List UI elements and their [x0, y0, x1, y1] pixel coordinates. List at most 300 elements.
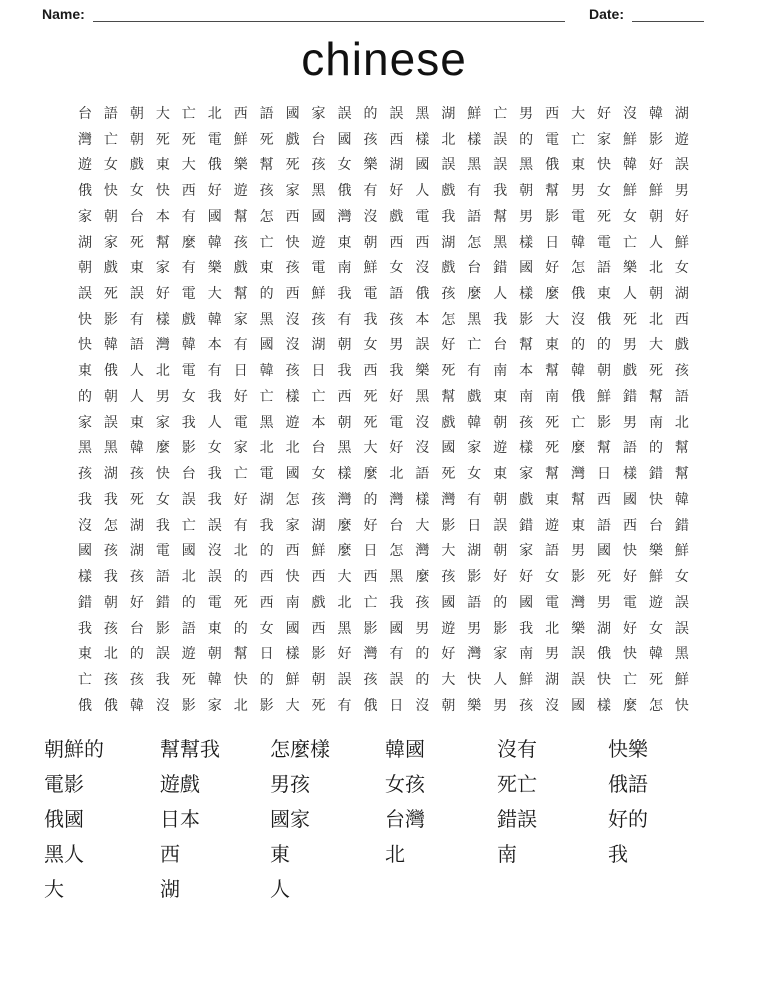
- grid-cell: 幫: [545, 182, 560, 199]
- grid-cell: 北: [233, 696, 248, 713]
- grid-cell: 樂: [207, 259, 222, 276]
- grid-cell: 人: [648, 233, 663, 250]
- grid-cell: 國: [337, 130, 352, 147]
- grid-cell: 幫: [545, 362, 560, 379]
- grid-row: [72, 126, 696, 152]
- grid-row: [72, 100, 696, 126]
- grid-cell: 死: [545, 413, 560, 430]
- grid-cell: 我: [389, 362, 404, 379]
- grid-cell: 韓: [207, 671, 222, 688]
- grid-cell: 男: [674, 182, 689, 199]
- grid-cell: 電: [181, 285, 196, 301]
- grid-cell: 韓: [103, 336, 118, 353]
- grid-cell: 家: [233, 310, 248, 327]
- grid-cell: 影: [441, 516, 456, 533]
- grid-cell: 西: [181, 182, 196, 199]
- grid-row: [72, 229, 696, 255]
- word-list-item: 西: [160, 844, 180, 866]
- grid-cell: 樣: [467, 130, 482, 147]
- grid-cell: 女: [674, 259, 689, 276]
- grid-cell: 死: [622, 310, 637, 327]
- grid-cell: 快: [103, 182, 118, 199]
- grid-cell: 我: [363, 310, 378, 327]
- grid-cell: 男: [155, 387, 170, 404]
- grid-cell: 遊: [648, 593, 663, 610]
- grid-cell: 電: [311, 259, 326, 276]
- grid-cell: 北: [674, 413, 689, 430]
- grid-row: [72, 537, 696, 563]
- grid-cell: 沒: [415, 696, 430, 713]
- grid-cell: 東: [597, 285, 612, 301]
- grid-cell: 錯: [622, 387, 637, 404]
- word-list-item: 南: [497, 844, 517, 866]
- grid-cell: 好: [363, 516, 378, 533]
- grid-cell: 朝: [597, 362, 612, 379]
- grid-cell: 電: [155, 542, 170, 559]
- grid-cell: 有: [467, 362, 482, 379]
- grid-cell: 誤: [337, 104, 352, 121]
- grid-cell: 西: [363, 568, 378, 585]
- name-label: Name:: [42, 6, 85, 22]
- grid-cell: 台: [181, 465, 196, 482]
- grid-cell: 誤: [389, 104, 404, 121]
- grid-cell: 俄: [77, 696, 92, 713]
- grid-cell: 孩: [363, 671, 378, 688]
- grid-cell: 亡: [622, 671, 637, 688]
- grid-cell: 東: [129, 413, 144, 430]
- grid-cell: 西: [285, 542, 300, 559]
- grid-cell: 人: [129, 362, 144, 379]
- grid-cell: 麼: [155, 439, 170, 456]
- grid-cell: 誤: [389, 671, 404, 688]
- grid-cell: 樣: [519, 439, 534, 456]
- grid-cell: 湖: [77, 233, 92, 250]
- grid-cell: 女: [389, 259, 404, 276]
- word-search-grid: [72, 100, 696, 718]
- grid-cell: 國: [415, 156, 430, 173]
- grid-cell: 鮮: [467, 104, 482, 121]
- grid-cell: 黑: [467, 156, 482, 173]
- grid-cell: 北: [181, 568, 196, 585]
- grid-cell: 幫: [519, 336, 534, 353]
- grid-cell: 沒: [622, 104, 637, 121]
- grid-row: [72, 332, 696, 358]
- grid-cell: 北: [259, 439, 274, 456]
- grid-cell: 湖: [467, 542, 482, 559]
- grid-cell: 家: [77, 413, 92, 430]
- grid-cell: 家: [233, 439, 248, 456]
- grid-cell: 快: [77, 310, 92, 327]
- grid-cell: 黑: [415, 387, 430, 404]
- grid-cell: 國: [597, 542, 612, 559]
- grid-cell: 湖: [597, 619, 612, 636]
- grid-cell: 西: [285, 285, 300, 301]
- grid-cell: 快: [77, 336, 92, 353]
- grid-cell: 影: [155, 619, 170, 636]
- grid-cell: 湖: [545, 671, 560, 688]
- grid-cell: 死: [233, 593, 248, 610]
- grid-cell: 女: [622, 207, 637, 224]
- grid-cell: 誤: [674, 156, 689, 173]
- grid-cell: 家: [467, 439, 482, 456]
- grid-cell: 快: [648, 490, 663, 507]
- grid-cell: 好: [337, 645, 352, 662]
- grid-cell: 影: [519, 310, 534, 327]
- grid-row: [72, 640, 696, 666]
- grid-cell: 本: [207, 336, 222, 353]
- grid-cell: 影: [311, 645, 326, 662]
- grid-cell: 本: [519, 362, 534, 379]
- grid-cell: 西: [285, 207, 300, 224]
- word-list-item: 死亡: [497, 774, 537, 796]
- grid-cell: 死: [103, 285, 118, 301]
- grid-cell: 台: [129, 619, 144, 636]
- grid-cell: 錯: [519, 516, 534, 533]
- grid-cell: 日: [545, 233, 560, 250]
- grid-cell: 北: [233, 542, 248, 559]
- grid-cell: 錯: [674, 516, 689, 533]
- word-list-item: 怎麼樣: [270, 739, 330, 761]
- grid-cell: 灣: [571, 593, 586, 610]
- grid-cell: 影: [181, 696, 196, 713]
- grid-cell: 誤: [103, 413, 118, 430]
- date-label: Date:: [588, 6, 624, 22]
- grid-cell: 戲: [181, 310, 196, 327]
- grid-cell: 遊: [233, 182, 248, 199]
- grid-cell: 戲: [441, 259, 456, 276]
- grid-cell: 怎: [389, 542, 404, 559]
- grid-cell: 影: [597, 413, 612, 430]
- grid-cell: 韓: [129, 696, 144, 713]
- grid-cell: 黑: [389, 568, 404, 585]
- grid-cell: 語: [622, 439, 637, 456]
- grid-cell: 俄: [103, 362, 118, 379]
- grid-cell: 湖: [311, 336, 326, 353]
- grid-cell: 遊: [181, 645, 196, 662]
- grid-cell: 俄: [77, 182, 92, 199]
- grid-cell: 好: [545, 259, 560, 276]
- grid-cell: 台: [493, 336, 508, 353]
- word-list-item: 女孩: [385, 774, 425, 796]
- grid-cell: 大: [363, 439, 378, 456]
- grid-cell: 樣: [415, 490, 430, 507]
- date-blank-line: [632, 8, 704, 22]
- grid-cell: 國: [285, 619, 300, 636]
- grid-cell: 語: [467, 593, 482, 610]
- grid-cell: 好: [389, 182, 404, 199]
- grid-cell: 誤: [571, 645, 586, 662]
- grid-cell: 湖: [389, 156, 404, 173]
- grid-cell: 的: [493, 593, 508, 610]
- grid-cell: 語: [545, 542, 560, 559]
- grid-cell: 俄: [415, 285, 430, 301]
- grid-cell: 怎: [103, 516, 118, 533]
- grid-cell: 女: [597, 182, 612, 199]
- grid-cell: 西: [389, 130, 404, 147]
- grid-cell: 好: [389, 439, 404, 456]
- grid-cell: 女: [337, 156, 352, 173]
- grid-cell: 幫: [233, 285, 248, 301]
- grid-cell: 有: [129, 310, 144, 327]
- grid-cell: 孩: [103, 671, 118, 688]
- grid-cell: 西: [622, 516, 637, 533]
- grid-cell: 好: [441, 336, 456, 353]
- grid-cell: 影: [648, 130, 663, 147]
- grid-cell: 麼: [545, 285, 560, 301]
- grid-cell: 我: [337, 362, 352, 379]
- grid-cell: 灣: [441, 490, 456, 507]
- grid-cell: 韓: [648, 645, 663, 662]
- grid-cell: 好: [129, 593, 144, 610]
- grid-cell: 死: [129, 233, 144, 250]
- grid-cell: 黑: [337, 439, 352, 456]
- grid-cell: 男: [467, 619, 482, 636]
- word-list-column: [385, 733, 497, 908]
- grid-cell: 怎: [259, 207, 274, 224]
- grid-cell: 西: [337, 387, 352, 404]
- grid-cell: 電: [259, 465, 274, 482]
- grid-cell: 麼: [467, 285, 482, 301]
- grid-cell: 女: [545, 568, 560, 585]
- grid-cell: 東: [545, 336, 560, 353]
- grid-cell: 國: [519, 259, 534, 276]
- grid-cell: 孩: [77, 465, 92, 482]
- grid-cell: 亡: [181, 104, 196, 121]
- grid-cell: 的: [648, 439, 663, 456]
- grid-cell: 快: [622, 645, 637, 662]
- grid-cell: 錯: [493, 259, 508, 276]
- grid-cell: 孩: [311, 490, 326, 507]
- grid-cell: 樂: [571, 619, 586, 636]
- grid-cell: 幫: [155, 233, 170, 250]
- grid-cell: 孩: [285, 259, 300, 276]
- grid-cell: 的: [415, 671, 430, 688]
- grid-cell: 男: [571, 542, 586, 559]
- grid-cell: 好: [155, 285, 170, 301]
- grid-cell: 好: [441, 645, 456, 662]
- grid-cell: 語: [674, 387, 689, 404]
- word-list-item: 幫幫我: [160, 739, 220, 761]
- grid-cell: 家: [311, 104, 326, 121]
- grid-cell: 孩: [103, 619, 118, 636]
- grid-cell: 孩: [129, 568, 144, 585]
- grid-cell: 家: [103, 233, 118, 250]
- grid-cell: 台: [129, 207, 144, 224]
- grid-cell: 幫: [571, 490, 586, 507]
- grid-cell: 日: [597, 465, 612, 482]
- grid-row: [72, 409, 696, 435]
- grid-cell: 東: [77, 645, 92, 662]
- grid-cell: 大: [545, 310, 560, 327]
- grid-cell: 好: [622, 568, 637, 585]
- grid-cell: 大: [207, 285, 222, 301]
- grid-cell: 黑: [311, 182, 326, 199]
- grid-cell: 孩: [311, 156, 326, 173]
- word-list-item: 台灣: [385, 809, 425, 831]
- grid-cell: 影: [363, 619, 378, 636]
- grid-cell: 灣: [467, 645, 482, 662]
- grid-cell: 韓: [259, 362, 274, 379]
- grid-cell: 大: [648, 336, 663, 353]
- grid-cell: 台: [389, 516, 404, 533]
- grid-cell: 日: [259, 645, 274, 662]
- grid-cell: 好: [674, 207, 689, 224]
- word-list-item: 黑人: [44, 844, 84, 866]
- grid-row: [72, 177, 696, 203]
- grid-cell: 我: [155, 671, 170, 688]
- grid-cell: 西: [363, 362, 378, 379]
- grid-cell: 有: [467, 182, 482, 199]
- grid-cell: 孩: [285, 362, 300, 379]
- word-list-item: 好的: [608, 809, 648, 831]
- grid-cell: 有: [337, 696, 352, 713]
- grid-cell: 朝: [311, 671, 326, 688]
- grid-cell: 亡: [181, 516, 196, 533]
- grid-cell: 俄: [337, 182, 352, 199]
- grid-cell: 鮮: [648, 182, 663, 199]
- grid-cell: 樣: [415, 130, 430, 147]
- grid-cell: 韓: [571, 233, 586, 250]
- grid-cell: 灣: [77, 130, 92, 147]
- grid-cell: 遊: [674, 130, 689, 147]
- grid-cell: 女: [259, 619, 274, 636]
- grid-cell: 電: [207, 593, 222, 610]
- grid-cell: 的: [519, 130, 534, 147]
- grid-cell: 誤: [181, 490, 196, 507]
- grid-cell: 樣: [337, 465, 352, 482]
- grid-cell: 大: [337, 568, 352, 585]
- grid-cell: 國: [259, 336, 274, 353]
- grid-cell: 鮮: [622, 130, 637, 147]
- grid-cell: 好: [622, 619, 637, 636]
- grid-cell: 朝: [103, 593, 118, 610]
- grid-cell: 湖: [129, 542, 144, 559]
- grid-cell: 我: [207, 490, 222, 507]
- grid-cell: 快: [285, 233, 300, 250]
- grid-cell: 大: [571, 104, 586, 121]
- grid-cell: 錯: [155, 593, 170, 610]
- grid-cell: 家: [285, 516, 300, 533]
- grid-cell: 誤: [207, 568, 222, 585]
- grid-cell: 男: [519, 207, 534, 224]
- grid-cell: 朝: [103, 207, 118, 224]
- grid-cell: 西: [415, 233, 430, 250]
- grid-cell: 我: [519, 619, 534, 636]
- grid-cell: 鮮: [311, 285, 326, 301]
- grid-cell: 死: [363, 387, 378, 404]
- grid-row: [72, 306, 696, 332]
- grid-cell: 台: [467, 259, 482, 276]
- grid-cell: 有: [337, 310, 352, 327]
- grid-cell: 誤: [674, 593, 689, 610]
- word-list-item: 俄國: [44, 809, 84, 831]
- grid-cell: 亡: [233, 465, 248, 482]
- grid-cell: 亡: [77, 671, 92, 688]
- grid-cell: 電: [597, 233, 612, 250]
- worksheet-header: [42, 6, 704, 22]
- grid-cell: 電: [571, 207, 586, 224]
- grid-cell: 韓: [648, 104, 663, 121]
- grid-cell: 遊: [493, 439, 508, 456]
- grid-cell: 快: [597, 156, 612, 173]
- grid-cell: 戲: [441, 182, 456, 199]
- grid-cell: 戲: [441, 413, 456, 430]
- grid-cell: 誤: [674, 619, 689, 636]
- grid-cell: 韓: [467, 413, 482, 430]
- grid-cell: 韓: [674, 490, 689, 507]
- grid-cell: 人: [207, 413, 222, 430]
- grid-cell: 樣: [597, 696, 612, 713]
- grid-cell: 誤: [129, 285, 144, 301]
- grid-cell: 死: [597, 207, 612, 224]
- grid-cell: 遊: [545, 516, 560, 533]
- grid-cell: 韓: [622, 156, 637, 173]
- grid-cell: 大: [441, 671, 456, 688]
- grid-cell: 大: [285, 696, 300, 713]
- grid-cell: 電: [622, 593, 637, 610]
- grid-cell: 黑: [415, 104, 430, 121]
- grid-cell: 死: [363, 413, 378, 430]
- grid-cell: 朝: [337, 336, 352, 353]
- grid-row: [72, 615, 696, 641]
- grid-cell: 有: [207, 362, 222, 379]
- grid-cell: 語: [129, 336, 144, 353]
- grid-cell: 家: [597, 130, 612, 147]
- grid-cell: 北: [441, 130, 456, 147]
- grid-cell: 日: [311, 362, 326, 379]
- grid-cell: 幫: [493, 207, 508, 224]
- grid-cell: 的: [77, 387, 92, 404]
- grid-cell: 家: [519, 542, 534, 559]
- grid-cell: 樣: [519, 233, 534, 250]
- grid-cell: 我: [207, 465, 222, 482]
- grid-cell: 幫: [674, 465, 689, 482]
- grid-cell: 我: [103, 490, 118, 507]
- grid-cell: 東: [259, 259, 274, 276]
- grid-cell: 湖: [311, 516, 326, 533]
- grid-cell: 朝: [337, 413, 352, 430]
- grid-cell: 西: [311, 619, 326, 636]
- grid-cell: 有: [467, 490, 482, 507]
- grid-cell: 有: [181, 259, 196, 276]
- grid-cell: 我: [181, 413, 196, 430]
- grid-cell: 的: [129, 645, 144, 662]
- word-list-item: 男孩: [270, 774, 310, 796]
- grid-cell: 東: [493, 465, 508, 482]
- word-list-item: 錯誤: [497, 809, 537, 831]
- grid-cell: 國: [285, 465, 300, 482]
- grid-cell: 亡: [493, 104, 508, 121]
- grid-cell: 男: [597, 593, 612, 610]
- grid-cell: 死: [155, 130, 170, 147]
- grid-cell: 怎: [467, 233, 482, 250]
- grid-cell: 亡: [571, 130, 586, 147]
- grid-cell: 電: [181, 362, 196, 379]
- grid-cell: 北: [285, 439, 300, 456]
- grid-cell: 誤: [155, 645, 170, 662]
- grid-cell: 亡: [103, 130, 118, 147]
- grid-cell: 的: [597, 336, 612, 353]
- grid-cell: 大: [181, 156, 196, 173]
- grid-cell: 孩: [441, 568, 456, 585]
- grid-cell: 台: [648, 516, 663, 533]
- grid-cell: 北: [103, 645, 118, 662]
- grid-cell: 東: [129, 259, 144, 276]
- grid-cell: 本: [415, 310, 430, 327]
- grid-row: [72, 512, 696, 538]
- grid-cell: 樣: [519, 285, 534, 301]
- grid-cell: 灣: [155, 336, 170, 353]
